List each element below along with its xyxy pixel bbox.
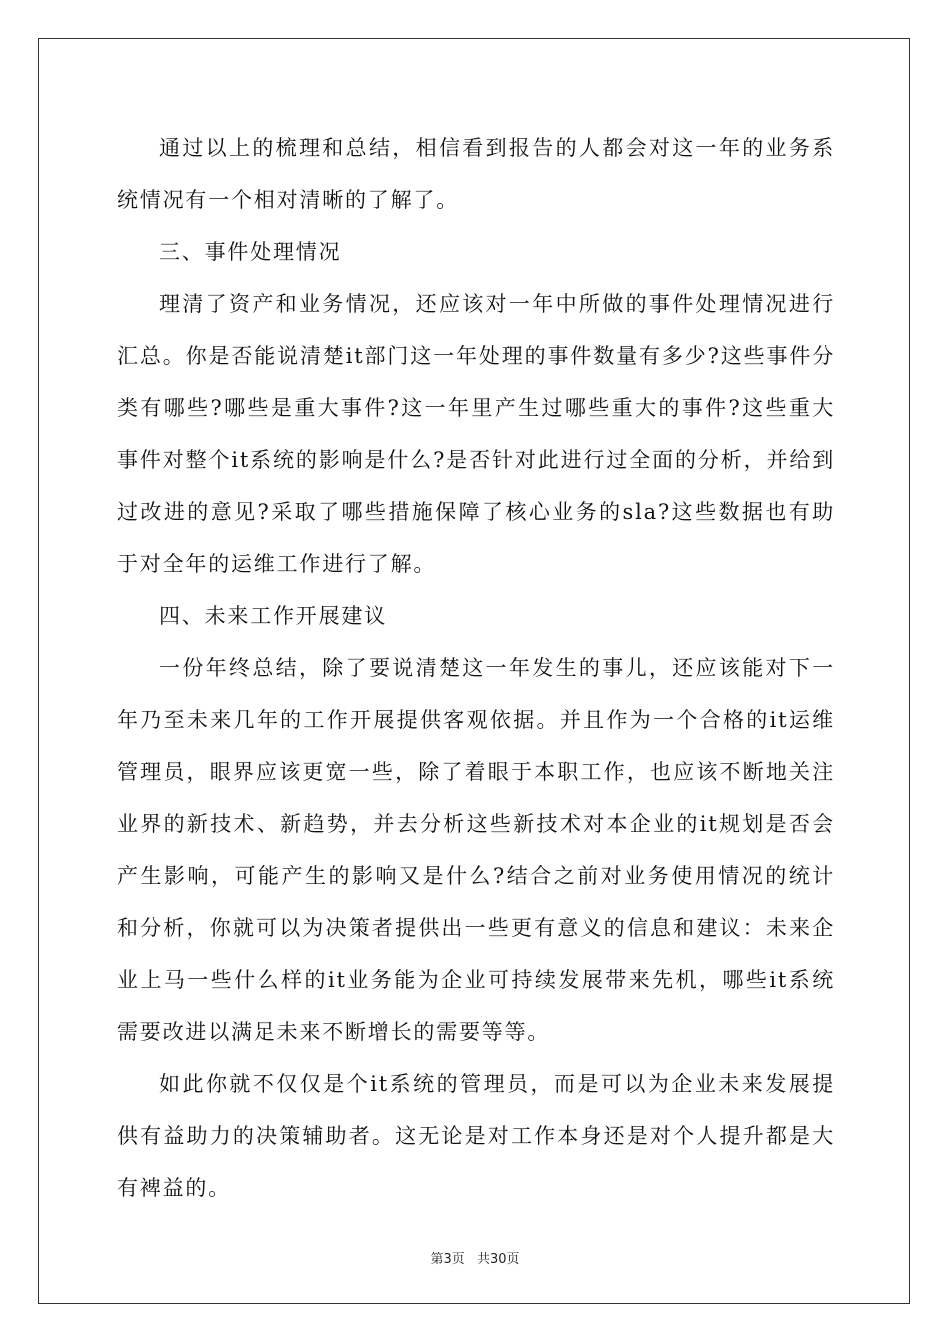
- paragraph-incidents: 理清了资产和业务情况，还应该对一年中所做的事件处理情况进行汇总。你是否能说清楚it部门这一年处理的事件数量有多少?这些事件分类有哪些?哪些是重大事件?这一年里产生过哪些重大的事件?这些重大事件对整个it系统的影响是什么?是否针对此进行过全面的分析，并给到过改进的意见?采取了哪些措施保障了核心业务的sla?这些数据也有助于对全年的运维工作进行了解。: [117, 292, 835, 576]
- page-total: 共30页: [476, 1252, 520, 1267]
- paragraph-conclusion: 如此你就不仅仅是个it系统的管理员，而是可以为企业未来发展提供有益助力的决策辅助者。这无论是对工作本身还是对个人提升都是大有裨益的。: [117, 1072, 835, 1200]
- paragraph-summary: 通过以上的梳理和总结，相信看到报告的人都会对这一年的业务系统情况有一个相对清晰的了解了。: [117, 136, 835, 212]
- paragraph-future: 一份年终总结，除了要说清楚这一年发生的事儿，还应该能对下一年乃至未来几年的工作开展提供客观依据。并且作为一个合格的it运维管理员，眼界应该更宽一些，除了着眼于本职工作，也应该不断地关注业界的新技术、新趋势，并去分析这些新技术对本企业的it规划是否会产生影响，可能产生的影响又是什么?结合之前对业务使用情况的统计和分析，你就可以为决策者提供出一些更有意义的信息和建议：未来企业上马一些什么样的it业务能为企业可持续发展带来先机，哪些it系统需要改进以满足未来不断增长的需要等等。: [117, 656, 835, 1044]
- section-heading-incidents: 三、事件处理情况: [159, 240, 342, 264]
- page-number: 第3页: [430, 1252, 465, 1267]
- section-heading-future: 四、未来工作开展建议: [159, 604, 387, 628]
- page-footer: [0, 1248, 950, 1267]
- document-body: [117, 122, 835, 1214]
